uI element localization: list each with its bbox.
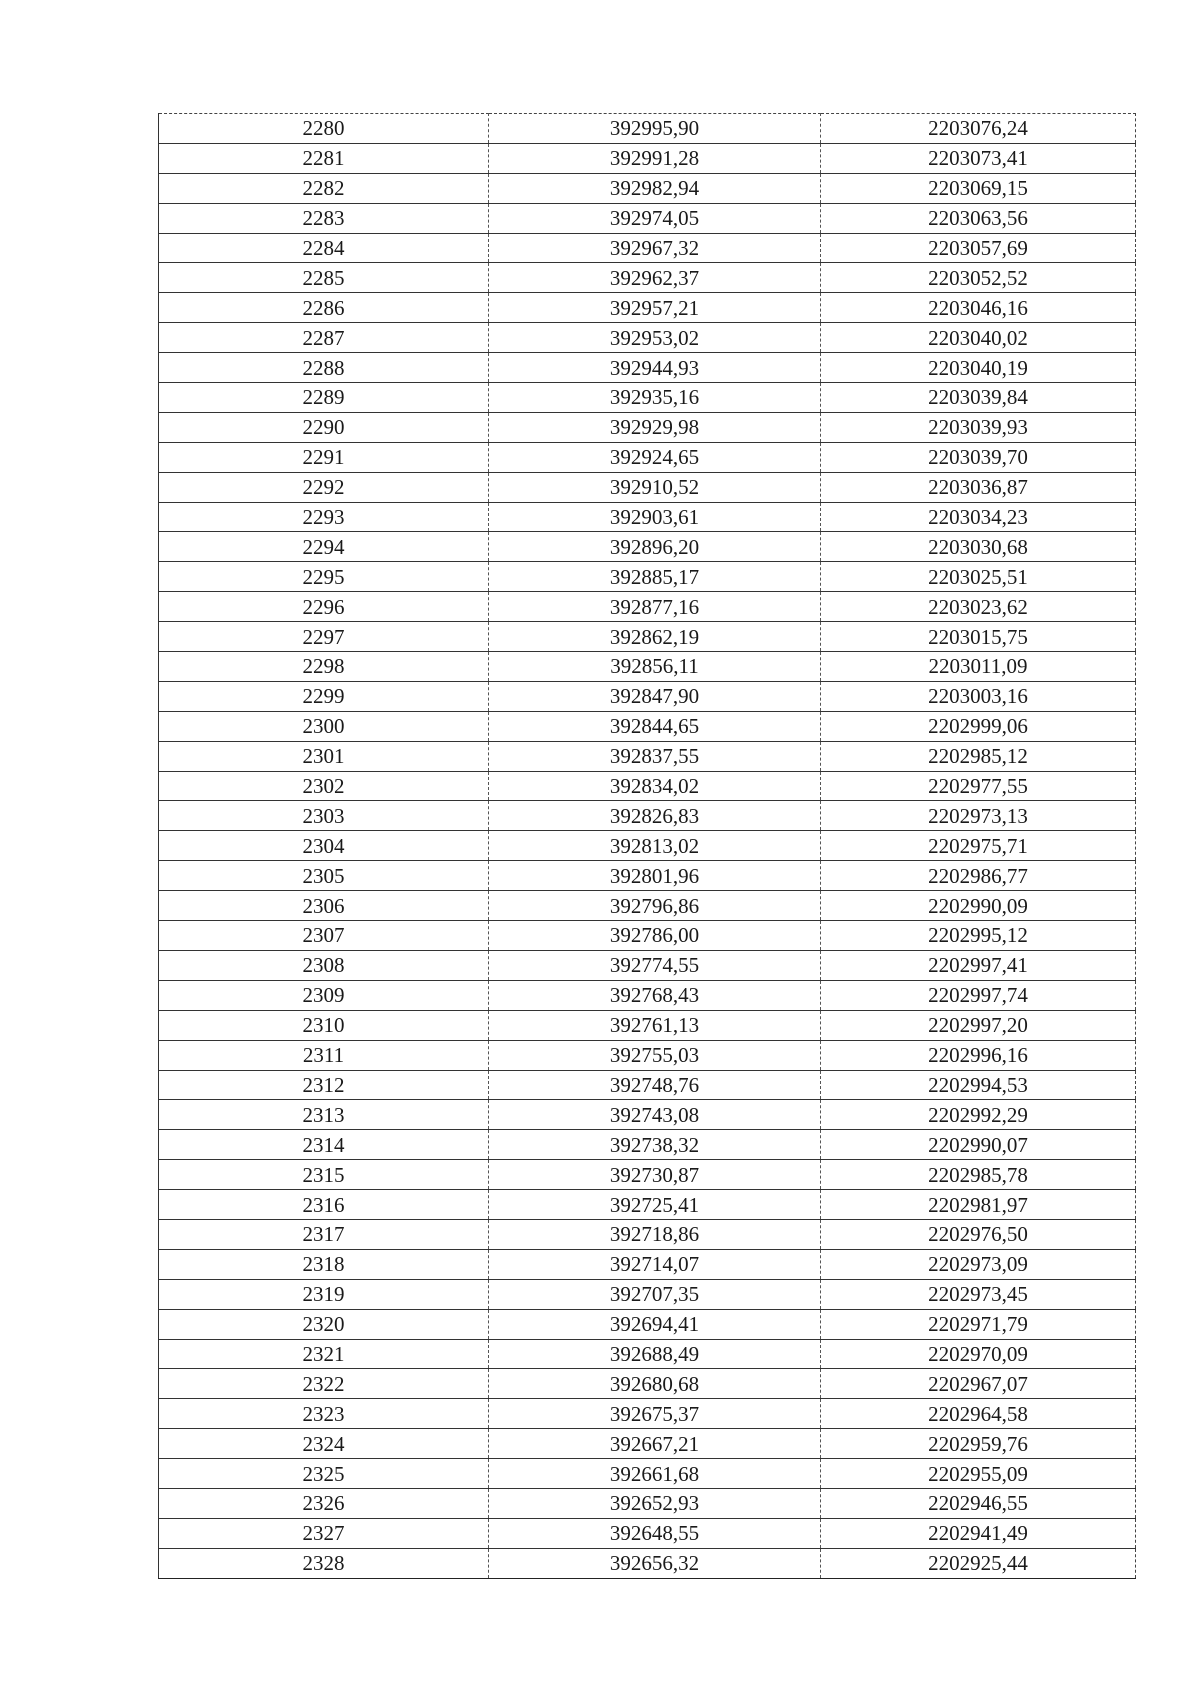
x-coordinate-cell: 392768,43 [489, 980, 821, 1010]
y-coordinate-cell: 2203052,52 [821, 263, 1136, 293]
table-row [159, 173, 1136, 203]
table-row [159, 1429, 1136, 1459]
y-coordinate-cell: 2203039,84 [821, 383, 1136, 413]
y-coordinate-cell: 2202981,97 [821, 1190, 1136, 1220]
x-coordinate-cell: 392738,32 [489, 1130, 821, 1160]
y-coordinate-cell: 2203040,02 [821, 323, 1136, 353]
y-coordinate-cell: 2202990,09 [821, 891, 1136, 921]
x-coordinate-cell: 392995,90 [489, 114, 821, 144]
point-number-cell: 2299 [159, 681, 489, 711]
y-coordinate-cell: 2202964,58 [821, 1399, 1136, 1429]
point-number-cell: 2315 [159, 1160, 489, 1190]
point-number-cell: 2306 [159, 891, 489, 921]
table-row [159, 1309, 1136, 1339]
point-number-cell: 2301 [159, 741, 489, 771]
point-number-cell: 2285 [159, 263, 489, 293]
y-coordinate-cell: 2202975,71 [821, 831, 1136, 861]
y-coordinate-cell: 2203011,09 [821, 652, 1136, 682]
x-coordinate-cell: 392748,76 [489, 1070, 821, 1100]
y-coordinate-cell: 2202976,50 [821, 1219, 1136, 1249]
table-row [159, 532, 1136, 562]
point-number-cell: 2295 [159, 562, 489, 592]
point-number-cell: 2326 [159, 1488, 489, 1518]
y-coordinate-cell: 2202941,49 [821, 1518, 1136, 1548]
y-coordinate-cell: 2203030,68 [821, 532, 1136, 562]
x-coordinate-cell: 392957,21 [489, 293, 821, 323]
table-row [159, 891, 1136, 921]
x-coordinate-cell: 392730,87 [489, 1160, 821, 1190]
point-number-cell: 2284 [159, 233, 489, 263]
y-coordinate-cell: 2202955,09 [821, 1459, 1136, 1489]
x-coordinate-cell: 392962,37 [489, 263, 821, 293]
y-coordinate-cell: 2202997,20 [821, 1010, 1136, 1040]
table-row [159, 1488, 1136, 1518]
table-row [159, 1399, 1136, 1429]
point-number-cell: 2310 [159, 1010, 489, 1040]
y-coordinate-cell: 2202992,29 [821, 1100, 1136, 1130]
point-number-cell: 2323 [159, 1399, 489, 1429]
point-number-cell: 2324 [159, 1429, 489, 1459]
x-coordinate-cell: 392694,41 [489, 1309, 821, 1339]
table-row [159, 771, 1136, 801]
x-coordinate-cell: 392885,17 [489, 562, 821, 592]
table-row [159, 831, 1136, 861]
table-row [159, 562, 1136, 592]
table-row [159, 592, 1136, 622]
y-coordinate-cell: 2202973,13 [821, 801, 1136, 831]
x-coordinate-cell: 392903,61 [489, 502, 821, 532]
table-row [159, 1219, 1136, 1249]
coordinates-table-body [159, 114, 1136, 1579]
point-number-cell: 2304 [159, 831, 489, 861]
x-coordinate-cell: 392774,55 [489, 950, 821, 980]
table-row [159, 1040, 1136, 1070]
x-coordinate-cell: 392910,52 [489, 472, 821, 502]
table-row [159, 203, 1136, 233]
table-row [159, 143, 1136, 173]
y-coordinate-cell: 2202999,06 [821, 711, 1136, 741]
y-coordinate-cell: 2202977,55 [821, 771, 1136, 801]
y-coordinate-cell: 2203063,56 [821, 203, 1136, 233]
point-number-cell: 2313 [159, 1100, 489, 1130]
point-number-cell: 2316 [159, 1190, 489, 1220]
table-row [159, 861, 1136, 891]
table-row [159, 921, 1136, 951]
y-coordinate-cell: 2202967,07 [821, 1369, 1136, 1399]
point-number-cell: 2327 [159, 1518, 489, 1548]
point-number-cell: 2308 [159, 950, 489, 980]
table-row [159, 412, 1136, 442]
point-number-cell: 2280 [159, 114, 489, 144]
table-row [159, 1249, 1136, 1279]
coordinates-table [158, 113, 1136, 1579]
table-row [159, 1190, 1136, 1220]
x-coordinate-cell: 392982,94 [489, 173, 821, 203]
y-coordinate-cell: 2202973,45 [821, 1279, 1136, 1309]
x-coordinate-cell: 392680,68 [489, 1369, 821, 1399]
table-row [159, 1070, 1136, 1100]
point-number-cell: 2322 [159, 1369, 489, 1399]
point-number-cell: 2307 [159, 921, 489, 951]
x-coordinate-cell: 392707,35 [489, 1279, 821, 1309]
point-number-cell: 2289 [159, 383, 489, 413]
x-coordinate-cell: 392661,68 [489, 1459, 821, 1489]
x-coordinate-cell: 392856,11 [489, 652, 821, 682]
y-coordinate-cell: 2202985,12 [821, 741, 1136, 771]
point-number-cell: 2318 [159, 1249, 489, 1279]
x-coordinate-cell: 392796,86 [489, 891, 821, 921]
x-coordinate-cell: 392725,41 [489, 1190, 821, 1220]
x-coordinate-cell: 392786,00 [489, 921, 821, 951]
y-coordinate-cell: 2203023,62 [821, 592, 1136, 622]
table-row [159, 383, 1136, 413]
point-number-cell: 2296 [159, 592, 489, 622]
y-coordinate-cell: 2203025,51 [821, 562, 1136, 592]
x-coordinate-cell: 392714,07 [489, 1249, 821, 1279]
point-number-cell: 2312 [159, 1070, 489, 1100]
x-coordinate-cell: 392826,83 [489, 801, 821, 831]
x-coordinate-cell: 392688,49 [489, 1339, 821, 1369]
table-row [159, 1279, 1136, 1309]
table-row [159, 741, 1136, 771]
point-number-cell: 2281 [159, 143, 489, 173]
x-coordinate-cell: 392924,65 [489, 442, 821, 472]
point-number-cell: 2325 [159, 1459, 489, 1489]
table-row [159, 980, 1136, 1010]
table-row [159, 233, 1136, 263]
point-number-cell: 2287 [159, 323, 489, 353]
x-coordinate-cell: 392675,37 [489, 1399, 821, 1429]
y-coordinate-cell: 2202986,77 [821, 861, 1136, 891]
y-coordinate-cell: 2203046,16 [821, 293, 1136, 323]
point-number-cell: 2309 [159, 980, 489, 1010]
point-number-cell: 2317 [159, 1219, 489, 1249]
point-number-cell: 2303 [159, 801, 489, 831]
x-coordinate-cell: 392844,65 [489, 711, 821, 741]
y-coordinate-cell: 2202995,12 [821, 921, 1136, 951]
x-coordinate-cell: 392755,03 [489, 1040, 821, 1070]
y-coordinate-cell: 2202996,16 [821, 1040, 1136, 1070]
x-coordinate-cell: 392761,13 [489, 1010, 821, 1040]
table-row [159, 1369, 1136, 1399]
x-coordinate-cell: 392929,98 [489, 412, 821, 442]
y-coordinate-cell: 2202959,76 [821, 1429, 1136, 1459]
y-coordinate-cell: 2202971,79 [821, 1309, 1136, 1339]
table-row [159, 323, 1136, 353]
table-row [159, 711, 1136, 741]
x-coordinate-cell: 392667,21 [489, 1429, 821, 1459]
x-coordinate-cell: 392953,02 [489, 323, 821, 353]
x-coordinate-cell: 392652,93 [489, 1488, 821, 1518]
y-coordinate-cell: 2203015,75 [821, 622, 1136, 652]
y-coordinate-cell: 2203057,69 [821, 233, 1136, 263]
point-number-cell: 2297 [159, 622, 489, 652]
y-coordinate-cell: 2202997,41 [821, 950, 1136, 980]
table-row [159, 681, 1136, 711]
point-number-cell: 2320 [159, 1309, 489, 1339]
x-coordinate-cell: 392896,20 [489, 532, 821, 562]
table-row [159, 652, 1136, 682]
point-number-cell: 2292 [159, 472, 489, 502]
point-number-cell: 2305 [159, 861, 489, 891]
table-row [159, 263, 1136, 293]
x-coordinate-cell: 392944,93 [489, 353, 821, 383]
table-row [159, 442, 1136, 472]
point-number-cell: 2288 [159, 353, 489, 383]
y-coordinate-cell: 2203073,41 [821, 143, 1136, 173]
point-number-cell: 2311 [159, 1040, 489, 1070]
table-row [159, 353, 1136, 383]
table-row [159, 472, 1136, 502]
table-row [159, 1010, 1136, 1040]
y-coordinate-cell: 2202946,55 [821, 1488, 1136, 1518]
point-number-cell: 2319 [159, 1279, 489, 1309]
x-coordinate-cell: 392847,90 [489, 681, 821, 711]
y-coordinate-cell: 2202997,74 [821, 980, 1136, 1010]
point-number-cell: 2293 [159, 502, 489, 532]
x-coordinate-cell: 392648,55 [489, 1518, 821, 1548]
y-coordinate-cell: 2203003,16 [821, 681, 1136, 711]
y-coordinate-cell: 2203039,70 [821, 442, 1136, 472]
table-row [159, 1130, 1136, 1160]
x-coordinate-cell: 392974,05 [489, 203, 821, 233]
table-row [159, 1100, 1136, 1130]
y-coordinate-cell: 2203069,15 [821, 173, 1136, 203]
point-number-cell: 2282 [159, 173, 489, 203]
table-row [159, 1518, 1136, 1548]
point-number-cell: 2290 [159, 412, 489, 442]
table-row [159, 950, 1136, 980]
table-row [159, 1459, 1136, 1489]
table-row [159, 1160, 1136, 1190]
y-coordinate-cell: 2203039,93 [821, 412, 1136, 442]
x-coordinate-cell: 392991,28 [489, 143, 821, 173]
x-coordinate-cell: 392877,16 [489, 592, 821, 622]
point-number-cell: 2291 [159, 442, 489, 472]
x-coordinate-cell: 392837,55 [489, 741, 821, 771]
y-coordinate-cell: 2202970,09 [821, 1339, 1136, 1369]
table-row [159, 1548, 1136, 1578]
y-coordinate-cell: 2202973,09 [821, 1249, 1136, 1279]
point-number-cell: 2300 [159, 711, 489, 741]
table-row [159, 801, 1136, 831]
x-coordinate-cell: 392935,16 [489, 383, 821, 413]
table-row [159, 114, 1136, 144]
x-coordinate-cell: 392813,02 [489, 831, 821, 861]
x-coordinate-cell: 392656,32 [489, 1548, 821, 1578]
x-coordinate-cell: 392718,86 [489, 1219, 821, 1249]
point-number-cell: 2314 [159, 1130, 489, 1160]
table-row [159, 502, 1136, 532]
point-number-cell: 2286 [159, 293, 489, 323]
y-coordinate-cell: 2202990,07 [821, 1130, 1136, 1160]
x-coordinate-cell: 392834,02 [489, 771, 821, 801]
table-row [159, 293, 1136, 323]
y-coordinate-cell: 2202994,53 [821, 1070, 1136, 1100]
y-coordinate-cell: 2203036,87 [821, 472, 1136, 502]
x-coordinate-cell: 392967,32 [489, 233, 821, 263]
point-number-cell: 2302 [159, 771, 489, 801]
point-number-cell: 2321 [159, 1339, 489, 1369]
table-row [159, 622, 1136, 652]
y-coordinate-cell: 2202925,44 [821, 1548, 1136, 1578]
point-number-cell: 2283 [159, 203, 489, 233]
y-coordinate-cell: 2203040,19 [821, 353, 1136, 383]
y-coordinate-cell: 2202985,78 [821, 1160, 1136, 1190]
y-coordinate-cell: 2203034,23 [821, 502, 1136, 532]
point-number-cell: 2328 [159, 1548, 489, 1578]
x-coordinate-cell: 392801,96 [489, 861, 821, 891]
x-coordinate-cell: 392862,19 [489, 622, 821, 652]
table-row [159, 1339, 1136, 1369]
point-number-cell: 2294 [159, 532, 489, 562]
point-number-cell: 2298 [159, 652, 489, 682]
y-coordinate-cell: 2203076,24 [821, 114, 1136, 144]
x-coordinate-cell: 392743,08 [489, 1100, 821, 1130]
